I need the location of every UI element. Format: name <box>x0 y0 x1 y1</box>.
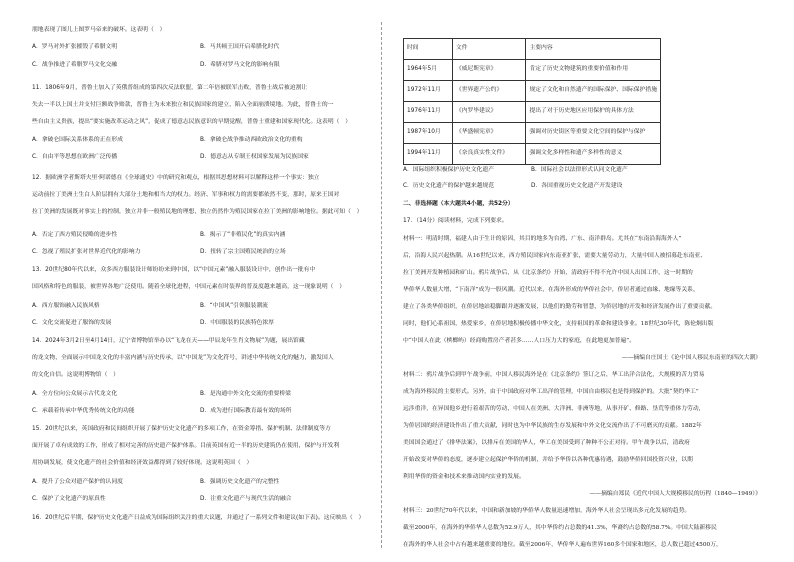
material-2-line: 成为海外移民的主要形式。另外，由于中国政府对华工出洋的管理，中国自由移民也是得到保护的。大批“契约华工” <box>403 389 699 395</box>
table-row <box>404 102 661 123</box>
question-15-line1: 15．20世纪以来，英国政府和民间组织开展了保护历史文化遗产的多项工作，在资金筹措、保护机制、法律制度等方 <box>32 426 331 432</box>
q11-option-a: A．拿破仑国际关系体系的正在形成 <box>32 137 123 143</box>
table-cell: 强调对历史街区等重要文化空间的保护与保护 <box>526 123 661 144</box>
table-row <box>404 60 661 81</box>
question-11-line3: 些自由主义贵族，提出“要实施改革运动之风”，促成了德意志民族意识的早期觉醒，普鲁士重建和国家现代化。这表明（ ） <box>32 119 352 125</box>
material-1-line: 中“中国人在此（槟榔屿）经商购置房产者甚多……人口压力大的家庭，在此地更加普遍”。 <box>403 338 636 344</box>
q15-option-a: A．提升了公众对遗产保护的认同度 <box>32 479 123 485</box>
material-2-line: 美国国会通过了《排华法案》，以排斥在美国的华人，华工在美国受到了种种不公正对待。甲午战争以后，清政府 <box>403 440 690 446</box>
material-3-line: 材料三：20世纪70年代以来，中国和新加坡的华侨华人数量迅速增加，海外华人社会呈现出多元化发展的趋势。 <box>403 508 691 514</box>
q10-option-a: A．罗马对外扩张摧毁了希腊文明 <box>32 44 118 50</box>
table-row <box>404 123 661 144</box>
table-header-row <box>404 39 661 60</box>
table-cell: 《华盛顿宪章》 <box>452 123 526 144</box>
q14-option-b: B．是沟通中外文化交流的重要桥梁 <box>200 391 291 397</box>
material-1-line: 建立了各类华侨组织，在侨居地站稳脚跟并逐渐发展，以他们的勤劳和智慧，为侨居地的开发和经济发展作出了重要贡献。 <box>403 304 717 310</box>
question-17-stem: 17．（14分）阅读材料，完成下列要求。 <box>403 218 508 224</box>
question-15-line3: 用协调发展，使文化遗产的社会价值和经济效益都得到了较好体现。这说明英国（ ） <box>32 460 253 466</box>
table-header-cell: 时间 <box>404 39 453 60</box>
q13-option-a: A．西方服饰融入民族风格 <box>32 303 100 309</box>
q12-option-a: A．否定了西方殖民侵略的进步性 <box>32 232 118 238</box>
q14-option-a: A．全方位向公众展示古代龙文化 <box>32 391 118 397</box>
q13-option-b: B．“中国风”引领服装潮流 <box>200 303 268 309</box>
q12-option-b: B．揭示了“非殖民化”的真实内涵 <box>200 232 286 238</box>
q16-option-d: D．各国重视历史文化遗产开发建设 <box>531 183 623 189</box>
material-2-line: 利用华侨的资金和技术来推动国内实业的发展。 <box>403 474 525 480</box>
table-cell: 《世界遗产公约》 <box>452 81 526 102</box>
q12-option-d: D．扭转了宗主国殖民统治的立场 <box>200 249 286 255</box>
material-1-line: 华侨华人数量大增，“下南洋”成为一股风潮。近代以来，在海外形成的华侨社会中，侨居者通过血缘、地缘等关系， <box>403 287 699 293</box>
heritage-documents-table <box>403 38 661 165</box>
q14-option-c: C．承载着传承中华优秀传统文化的功能 <box>32 408 135 414</box>
q11-option-d: D．德意志从专制王权国家发展为民族国家 <box>200 154 309 160</box>
material-2-line: 远涉重洋，在异国他乡进行着艰苦的劳动，中国人在美洲、大洋洲、非洲等地，从事开矿、修路、垦荒等重体力劳动， <box>403 406 705 412</box>
question-13-line1: 13．20世纪80年代以来，众多西方服装设计师纷纷来到中国，以“中国元素”融入服装设计中，创作出一批有中 <box>32 267 316 273</box>
question-14-line1: 14．2024年3月2日至4月14日，辽宁省博物馆举办以“飞龙在天——甲辰龙年生肖文物展”为题，展出馆藏 <box>32 338 305 344</box>
q12-option-c: C．忽视了殖民扩张对世界近代化的影响力 <box>32 249 141 255</box>
q14-option-d: D．成为进行国际教育最有效的场所 <box>200 408 292 414</box>
question-11-line2: 失去一半以上国土并支付巨额战争赔款，普鲁士为未来独立和民族国家的建立，陷入全面崩溃境地。为此，普鲁士的一 <box>32 102 334 108</box>
q10-option-c: C．战争推进了希腊罗马文化交融 <box>32 62 118 68</box>
q16-option-c: C．历史文化遗产的保护越来越规范 <box>403 183 495 189</box>
table-cell: 1964年5月 <box>404 60 453 81</box>
question-10-stem: 朋地表现了图儿上图罗马帝来的破坏。这表明（ ） <box>32 27 166 33</box>
material-1-line: 拉丁美洲开发种植园和矿山。鸦片战争后，从《北京条约》开始，清政府不得不允许中国人出国工作，这一时期的 <box>403 270 693 276</box>
table-cell: 强调文化多样性和遗产多样性的意义 <box>526 144 661 165</box>
q15-option-c: C．保护了文化遗产的原真性 <box>32 496 106 502</box>
table-cell: 1987年10月 <box>404 123 453 144</box>
q16-option-b: B．国际社会以法律形式认同文化遗产 <box>531 167 628 173</box>
question-16-stem: 16．20世纪后半期，保护历史文化遗产日益成为国际组织关注的重大议题，并通过了一系列文件和建议(如下表)。这反映出（ ） <box>32 515 365 521</box>
q11-option-c: C．自由平等思想在欧洲广泛传播 <box>32 154 118 160</box>
table-header-cell: 文件 <box>452 39 526 60</box>
table-cell: 提出了对于历史地区应用保护的具体方法 <box>526 102 661 123</box>
material-2-line: 为侨居国的经济建设作出了重大贡献，同时也为中华民族的生存发展和中外文化交流作出了不可磨灭的贡献。1882年 <box>403 423 702 429</box>
material-2-source: ——摘编自郑民《近代中国人大规模移民的历程（1840—1949）》 <box>589 491 761 497</box>
material-3-line: 在海外的华人社会中占有越来越重要的地位。截至2006年，华侨华人遍布世界160多个国家和地区，总人数已超过4500万， <box>403 542 722 548</box>
table-cell: 《内罗毕建议》 <box>452 102 526 123</box>
question-13-line2: 国风格和特色的服装，被世界各地广泛使用。随着全球化进程，中国元素在时装界的普及度越来越高，这一现象说明（ ） <box>32 284 346 290</box>
question-12-line2: 运动前拉丁美洲土生白人阶层拥有大部分土地和相当大的权力。经济、军事和权力的需要都依然不变，那时，原来王国对 <box>32 192 340 198</box>
material-1-line: 材料一：明清时期，福建人由于生计的原因，其目的地多为台湾、广东、南洋群岛。尤其在“东南沿海海外人” <box>403 236 682 242</box>
table-row <box>404 81 661 102</box>
material-3-line: 截至2000年，在海外的华侨华人总数为52.9万人，其中华侨约占总数的41.3%，华裔约占总数的58.7%。中国大陆新移民 <box>403 525 717 531</box>
table-cell: 《威尼斯宪章》 <box>452 60 526 81</box>
table-cell: 1972年11月 <box>404 81 453 102</box>
q15-option-d: D．注重文化遗产与现代生活的融合 <box>200 496 292 502</box>
material-1-line: 后，沿海人民兴起热潮。从16世纪以来，西方殖民国家向东南亚扩张，需要大量劳动力，大量中国人被招募赴东南亚、 <box>403 253 707 259</box>
table-cell: 肯定了历史文物建筑的重要价值和作用 <box>526 60 661 81</box>
q11-option-b: B．拿破仑战争推动西欧政治文化的重构 <box>200 137 303 143</box>
question-12-line1: 12．据欧洲学者斯塔夫里·阿诺德在《全球通史》中的研究和观点，根据其思想材料可以解释这样一个事实：独立 <box>32 175 320 181</box>
material-1-source: ——摘编自庄国土《论中国人移民东南亚的四次大潮》 <box>621 355 761 361</box>
question-14-line2: 的龙文物，全面展示中国龙文化的丰富内涵与历史传承，以“中国龙”为文化符号，讲述中华传统文化的魅力，激发国人 <box>32 355 334 361</box>
q10-option-b: B．马其顿王国开启希腊化时代 <box>200 44 280 50</box>
table-row <box>404 144 661 165</box>
question-12-line3: 拉丁美洲的发展既对事实上的控制，独立并非一般殖民地的理想，独立仍然作为殖民国家在拉丁美洲的影响地位。据此可知（ ） <box>32 209 363 215</box>
q13-option-c: C．文化交流促进了服饰的发展 <box>32 320 112 326</box>
question-14-line3: 的文化自信。这说明博物馆（ ） <box>32 372 119 378</box>
question-11-line1: 11．1806年9月，普鲁士加入了英俄普组成的第四次反法联盟，第二年倍被联军击败，普鲁士战后被迫割让 <box>32 85 308 91</box>
table-cell: 《奈良真实性文件》 <box>452 144 526 165</box>
material-2-line: 材料二：鸦片战争后到甲午战争前，中国人移民海外是在《北京条约》签订之后，华工出洋合法化，大规模的苦力贸易 <box>403 372 705 378</box>
table-cell: 1976年11月 <box>404 102 453 123</box>
material-1-line: 同时，他们心系祖国，热爱家乡，在侨居地积极传播中华文化，支持祖国的革命和建设事业。18世纪30年代，陈伦炯出版 <box>403 321 714 327</box>
table-cell: 规定了文化和自然遗产的国际保护、国际保护措施 <box>526 81 661 102</box>
q13-option-d: D．中国服装的民族特色浓厚 <box>200 320 275 326</box>
q10-option-d: D．希腊对罗马文化的影响有限 <box>200 62 280 68</box>
q15-option-b: B．强调历史文化遗产的完整性 <box>200 479 280 485</box>
material-2-line: 开始改变对华侨的态度，逐步建立起保护华侨的机制，并给予华侨以各种优惠待遇，鼓励华侨回国投资兴业，以期 <box>403 457 693 463</box>
table-cell: 1994年11月 <box>404 144 453 165</box>
question-15-line2: 面开展了卓有成效的工作，形成了相对完善的历史遗产保护体系。目前英国有近一半的历史建筑仍在使用，保护与开发利 <box>32 443 340 449</box>
section-heading: 二、非选择题（本大题共4小题，共52分） <box>403 201 514 207</box>
table-header-cell: 主要内容 <box>526 39 661 60</box>
q16-option-a: A．国际组织积极保护历史文化遗产 <box>403 167 494 173</box>
column-divider <box>381 22 382 548</box>
